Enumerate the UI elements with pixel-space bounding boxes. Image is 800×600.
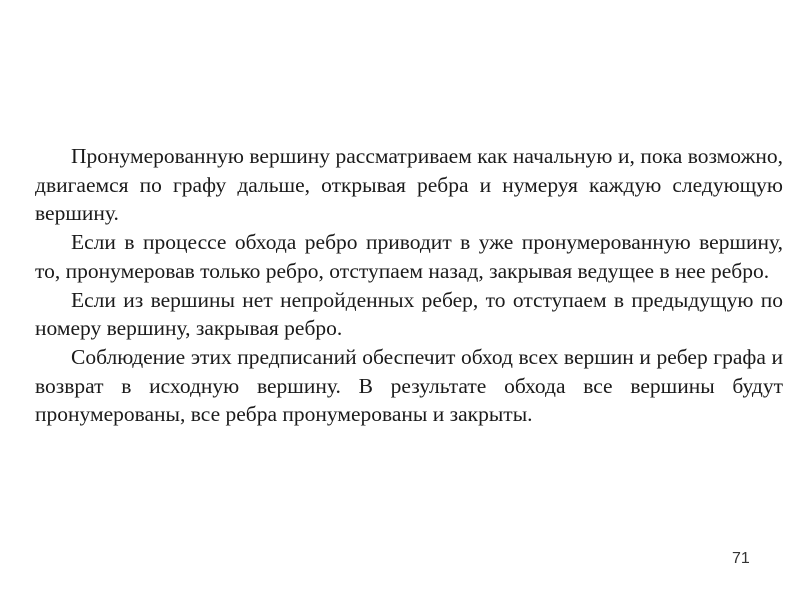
body-text (35, 142, 783, 429)
paragraph: Пронумерованную вершину рассматриваем как начальную и, пока возможно, двигаемся по графу дальше, открывая ребра и нумеруя каждую следующую вершину. (35, 144, 783, 226)
paragraph: Если в процессе обхода ребро приводит в уже пронумерованную вершину, то, пронумеровав только ребро, отступаем назад, закрывая ведущее в нее ребро. (35, 230, 783, 283)
paragraph: Если из вершины нет непройденных ребер, то отступаем в предыдущую по номеру вершину, закрывая ребро. (35, 287, 783, 341)
page-number: 71 (732, 550, 750, 567)
paragraph: Соблюдение этих предписаний обеспечит обход всех вершин и ребер графа и возврат в исходную вершину. В результате обхода все вершины будут пронумерованы, все ребра пронумерованы и закрыты. (35, 344, 783, 427)
